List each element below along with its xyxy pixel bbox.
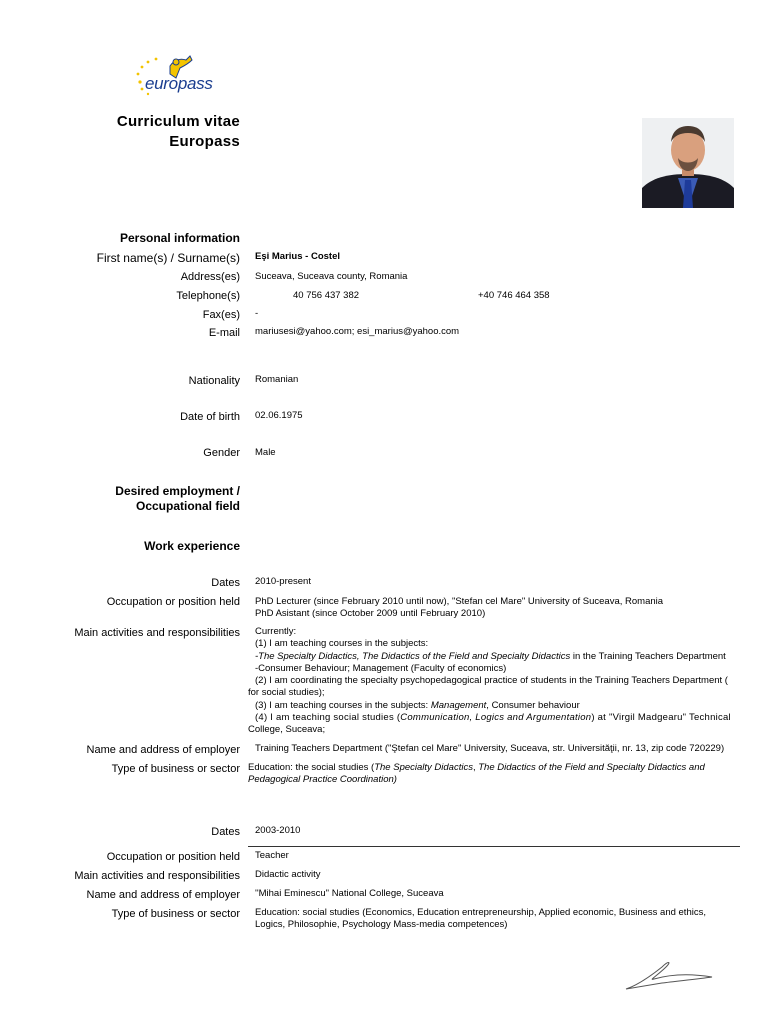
job1-act-line4: -Consumer Behaviour; Management (Faculty of economics) [255, 662, 507, 674]
job2-activities-value: Didactic activity [255, 869, 321, 880]
cv-title-line2: Europass [169, 133, 240, 150]
name-label: First name(s) / Surname(s) [96, 251, 240, 265]
job2-occupation-label: Occupation or position held [106, 851, 240, 863]
job2-employer-value: ''Mihai Eminescu" National College, Suceava [255, 888, 444, 899]
job1-business-label: Type of business or sector [111, 763, 240, 775]
telephone-value-2: +40 746 464 358 [478, 290, 550, 301]
dob-label: Date of birth [180, 411, 240, 423]
job1-act-line1: Currently: [255, 626, 297, 637]
job2-occupation-value: Teacher [255, 850, 289, 861]
europass-logo [130, 52, 230, 100]
job1-dates-label: Dates [211, 577, 240, 589]
section-personal-information: Personal information [119, 231, 240, 245]
person-portrait-icon [642, 118, 734, 208]
job1-act-line7: (3) I am teaching courses in the subjects: Management, Consumer behaviour [255, 699, 580, 711]
section-desired-employment-line2: Occupational field [135, 499, 240, 513]
cv-title-line1: Curriculum vitae [116, 113, 240, 130]
handwritten-signature-icon [618, 955, 718, 995]
telephone-value-1: 40 756 437 382 [293, 290, 360, 301]
job2-business-line1: Education: social studies (Economics, Education entrepreneurship, Applied economic, Business and ethics, [255, 907, 706, 918]
job1-business-line1: Education: the social studies (The Specialty Didactics, The Didactics of the Field and Specialty Didactics and [248, 762, 705, 773]
job1-act-line6: for social studies); [248, 687, 325, 699]
job1-act-line5: (2) I am coordinating the specialty psychopedagogical practice of students in the Training Teachers Department ( [255, 675, 728, 687]
job1-act-line3: -The Specialty Didactics, The Didactics of the Field and Specialty Didactics in the Training Teachers Department [255, 650, 726, 662]
fax-label: Fax(es) [202, 309, 240, 321]
job2-business-value [255, 907, 743, 932]
job2-dates-label: Dates [211, 826, 240, 838]
job1-activities-label: Main activities and responsibilities [74, 627, 240, 639]
job1-occupation-line1: PhD Lecturer (since February 2010 until now), "Stefan cel Mare" University of Suceava, Romania [255, 596, 664, 607]
job1-occupation-label: Occupation or position held [106, 596, 240, 608]
job2-business-line2: Logics, Philosophie, Psychology Mass-media competences) [255, 919, 508, 931]
gender-value: Male [255, 447, 276, 458]
job2-divider [248, 846, 740, 847]
nationality-label: Nationality [188, 375, 240, 387]
job1-employer-value: Training Teachers Department ("Ştefan cel Mare" University, Suceava, str. Universităţii, nr. 13, zip code 720229) [255, 743, 725, 754]
job1-employer-label: Name and address of employer [86, 744, 240, 756]
job1-occupation-value [255, 596, 743, 621]
job1-act-line2: (1) I am teaching courses in the subjects: [255, 638, 429, 650]
gender-label: Gender [203, 447, 240, 459]
job1-business-value [248, 762, 736, 787]
telephone-label: Telephone(s) [176, 290, 240, 302]
job1-act-line8: (4) I am teaching social studies (Communication, Logics and Argumentation) at "Virgil Madgearu" Technical [255, 712, 731, 724]
job2-dates-value: 2003-2010 [255, 825, 301, 836]
job1-activities-value [248, 626, 736, 737]
nationality-value: Romanian [255, 374, 299, 385]
address-value: Suceava, Suceava county, Romania [255, 271, 408, 282]
address-label: Address(es) [180, 271, 240, 283]
job1-act-line9: College, Suceava; [248, 724, 326, 736]
dob-value: 02.06.1975 [255, 410, 303, 421]
job1-dates-value: 2010-present [255, 576, 311, 587]
fax-value: - [255, 308, 259, 319]
job2-employer-label: Name and address of employer [86, 889, 240, 901]
name-value: Eşi Marius - Costel [255, 251, 340, 262]
job2-business-label: Type of business or sector [111, 908, 240, 920]
logo-text: europass [145, 74, 213, 93]
section-desired-employment-line1: Desired employment / [115, 484, 240, 498]
email-value: mariusesi@yahoo.com; esi_marius@yahoo.com [255, 326, 460, 337]
signature [618, 955, 718, 995]
job1-occupation-line2: PhD Asistant (since October 2009 until February 2010) [255, 608, 486, 620]
job2-activities-label: Main activities and responsibilities [74, 870, 240, 882]
job1-business-line2: Pedagogical Practice Coordination) [248, 774, 397, 786]
email-label: E-mail [208, 327, 240, 339]
profile-photo [642, 118, 734, 208]
section-work-experience: Work experience [144, 539, 240, 553]
